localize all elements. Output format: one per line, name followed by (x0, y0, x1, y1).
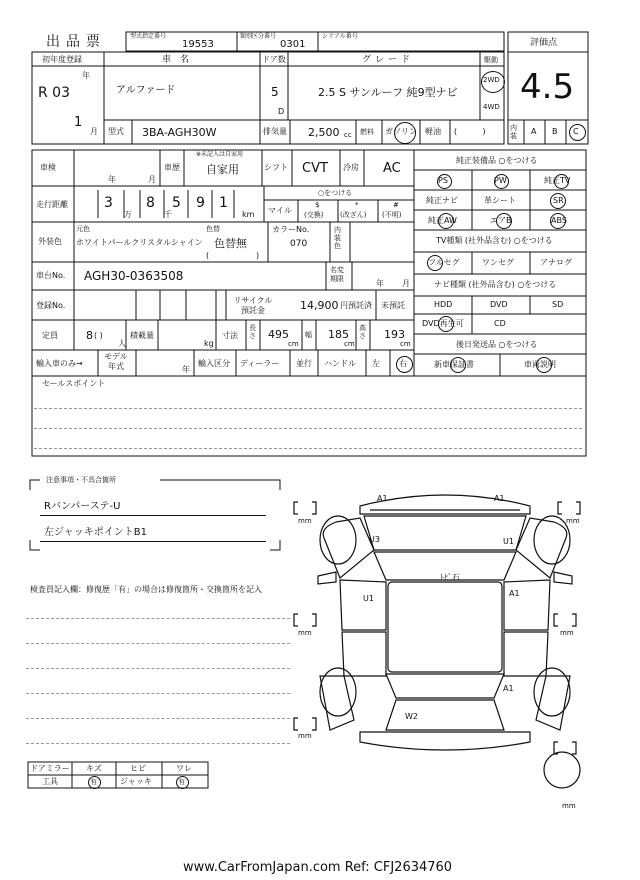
width-label: 幅 (305, 331, 312, 339)
later-warranty-circle (450, 357, 466, 373)
navi-sd: SD (552, 300, 564, 309)
chassis-label: 車台No. (36, 271, 66, 280)
exchange: (交換) (304, 211, 324, 219)
dmg-a1-front-right: A1 (494, 494, 505, 503)
later-manual: 車両説明 (524, 360, 556, 369)
serial-label: シリアル番号 (322, 33, 358, 40)
dmg-a1-right: A1 (509, 589, 520, 598)
mark-note: ○をつける (318, 189, 353, 197)
interior-c: C (573, 127, 579, 136)
legend-r4: 有 (178, 778, 185, 786)
door-label: ドア数 (262, 55, 286, 64)
nc-year: 年 (376, 279, 384, 288)
eq-ps: PS (438, 176, 448, 185)
eq-leather: 革シート (484, 196, 516, 205)
model-year-label: モデル年式 (104, 352, 128, 371)
navi-cd: CD (494, 319, 506, 328)
ac-label: 冷房 (343, 163, 359, 172)
length-cm: cm (288, 340, 299, 348)
dealer: ディーラー (240, 359, 280, 368)
import-label: 輸入車のみ→ (36, 359, 83, 368)
height: 193 (384, 328, 405, 341)
interior-a: A (531, 127, 537, 136)
shift-label: シフト (264, 163, 288, 172)
legend-r2: 有 (90, 778, 97, 786)
tampered: (改ざん) (340, 211, 367, 219)
shift: CVT (302, 161, 328, 176)
mm-rear-left: mm (298, 732, 312, 740)
tv-fullseg-circle (427, 255, 443, 271)
person-unit: 人 (118, 339, 126, 348)
eq-abs: ABS (551, 216, 567, 225)
repaint-label: 色替 (206, 225, 220, 233)
legend-r1: 工具 (42, 777, 58, 786)
notes-underline-1 (40, 515, 266, 516)
length: 495 (268, 328, 289, 341)
repaint-paren-open: ( (206, 251, 210, 260)
capacity: 8 (86, 329, 93, 342)
interior-b: B (552, 127, 558, 136)
eq-aw-circle (438, 213, 454, 229)
score-value: 4.5 (520, 67, 575, 107)
form-title: 出品票 (46, 34, 106, 50)
length-label: 長さ (249, 324, 256, 340)
mm-front-right: mm (566, 517, 580, 525)
legend-h3: ヒビ (130, 764, 146, 773)
orig-color-label: 元色 (76, 225, 90, 233)
hash-mark: # (393, 201, 399, 209)
dmg-a1-front-left: A1 (377, 494, 388, 503)
drive-label: 駆動 (484, 56, 498, 64)
exterior-color: ホワイトパールクリスタルシャイン (76, 238, 203, 247)
insp-line-4 (26, 693, 290, 694)
inspector-label: 検査員記入欄：修復歴「有」の場合は修復箇所・交換箇所を記入 (30, 585, 262, 594)
eq-sr-circle (550, 193, 566, 209)
notes-frame (0, 470, 300, 580)
sales-line-1 (34, 408, 582, 409)
first-reg-label: 初年度登録 (42, 55, 82, 64)
drive-4wd: 4WD (483, 103, 500, 111)
dmg-u3: U3 (369, 535, 380, 544)
insp-line-3 (26, 668, 290, 669)
dim-label: 寸法 (222, 331, 238, 340)
width: 185 (328, 328, 349, 341)
history: 自家用 (206, 163, 239, 176)
classno-value: 0301 (280, 39, 306, 50)
parallel: 並行 (296, 359, 312, 368)
factory-header: 純正装備品 ○をつける (456, 156, 538, 165)
car-name: アルファード (116, 85, 176, 96)
legend-h1: ドアミラー (30, 764, 70, 773)
insp-line-6 (26, 743, 290, 744)
height-cm: cm (400, 340, 411, 348)
grade-label: グレード (362, 55, 415, 65)
navi-hdd: HDD (434, 300, 453, 309)
navi-dvd: DVD (490, 300, 508, 309)
chassis-number: AGH30-0363508 (84, 269, 184, 283)
door-count: 5 (271, 85, 279, 99)
certno-value: 19553 (182, 39, 214, 50)
dollar-mark: $ (315, 201, 320, 209)
displacement-label: 排気量 (263, 127, 287, 136)
later-header: 後日発送品 ○をつける (456, 340, 538, 349)
recycle-amount: 14,900 (300, 299, 339, 312)
tv-analog: アナログ (540, 258, 572, 267)
tv-header: TV種類 (社外品含む) ○をつける (436, 236, 553, 245)
mm-spare: mm (562, 802, 576, 810)
eq-airbag-circle (496, 213, 512, 229)
dmg-a1-rear-right: A1 (503, 684, 514, 693)
sales-line-3 (34, 448, 582, 449)
legend-h2: キズ (86, 764, 102, 773)
model-code: 3BA-AGH30W (142, 126, 217, 139)
ac: AC (383, 161, 401, 176)
eq-pw: PW (494, 176, 507, 185)
eq-airbag: エアB (490, 216, 512, 225)
inspection-month-unit: 月 (148, 175, 156, 184)
first-reg-month: 1 (74, 115, 83, 130)
recycle-unit: 円預託済 (340, 301, 372, 310)
star-mark: * (355, 201, 359, 209)
sen-unit: 千 (164, 210, 172, 219)
later-warranty: 新車保証書 (434, 360, 474, 369)
certno-label: 型式指定番号 (130, 33, 167, 40)
unknown: (不明) (382, 211, 402, 219)
mileage-digit-3: 5 (172, 195, 181, 211)
handle-right: 右 (399, 359, 407, 368)
inspection-label: 車検 (40, 163, 56, 172)
man-unit: 万 (124, 210, 132, 219)
mm-front-left: mm (298, 517, 312, 525)
eq-tv: 純正TV (544, 176, 571, 185)
dmg-u1-left: U1 (363, 594, 374, 603)
navi-dvdplay-circle (438, 316, 454, 332)
import-class-label: 輸入区分 (198, 359, 230, 368)
mile-label: マイル (268, 206, 292, 215)
model-year-unit: 年 (182, 365, 190, 374)
eq-navi: 純正ナビ (426, 196, 458, 205)
eq-pw-circle (494, 174, 509, 189)
capacity-label: 定員 (42, 331, 58, 340)
height-label: 高さ (359, 324, 366, 340)
grade: 2.5 S サンルーフ 純9型ナビ (318, 86, 458, 99)
mm-mid-left: mm (298, 629, 312, 637)
load-label: 積載量 (130, 331, 154, 340)
recycle-label: リサイクル預託金 (233, 296, 273, 315)
mileage-label: 走行距離 (36, 200, 68, 209)
tv-fullseg: フルセグ (428, 258, 460, 267)
dmg-chip: ﾄﾋﾞ石 (440, 573, 460, 582)
fuel-gas: ガソリン (385, 127, 417, 136)
int-color-label: 内装色 (334, 226, 341, 250)
nc-month: 月 (402, 279, 410, 288)
reg-label: 登録No. (36, 301, 66, 310)
fuel-diesel: 軽油 (425, 127, 441, 136)
cc-unit: cc (344, 131, 352, 139)
mileage-digit-4: 9 (196, 195, 205, 211)
insp-line-5 (26, 718, 290, 719)
month-unit: 月 (90, 127, 98, 136)
navi-header: ナビ種類 (社外品含む) ○をつける (434, 280, 557, 289)
handle-label: ハンドル (324, 359, 356, 368)
tv-oneseg: ワンセグ (482, 258, 514, 267)
color-label: 外装色 (38, 237, 62, 246)
km-unit: km (242, 210, 255, 219)
eq-abs-circle (550, 213, 566, 229)
eq-sr: SR (553, 196, 564, 205)
displacement: 2,500 (308, 126, 340, 139)
eq-aw: 純正AW (428, 216, 457, 225)
sales-line-2 (34, 428, 582, 429)
car-diagram (290, 480, 610, 820)
legend-r3: ジャッキ (120, 777, 152, 786)
color-no: 070 (290, 239, 308, 249)
notes-underline-2 (40, 541, 266, 542)
interior-label: 内装 (510, 124, 517, 140)
repaint: 色替無 (214, 237, 247, 250)
handle-left: 左 (372, 359, 380, 368)
navi-dvdplay: DVD再生可 (422, 319, 464, 328)
eq-ps-circle (437, 174, 452, 189)
legend-h4: ワレ (176, 764, 192, 773)
year-unit: 年 (82, 71, 90, 80)
recycle-no: 未預託 (381, 301, 405, 310)
width-cm: cm (344, 340, 355, 348)
notes-line-2: 左ジャッキポイントB1 (44, 527, 148, 538)
mm-mid-right: mm (560, 629, 574, 637)
sales-point-label: セールスポイント (42, 379, 106, 388)
mileage-digit-1: 3 (104, 195, 113, 211)
eq-tv-circle (554, 174, 569, 189)
dmg-u1-front-right: U1 (503, 537, 514, 546)
insp-line-1 (26, 618, 290, 619)
later-manual-circle (536, 357, 552, 373)
door-sub: D (278, 107, 285, 116)
drive-2wd: 2WD (483, 76, 500, 84)
classno-label: 類別区分番号 (240, 33, 277, 40)
legend-r4-circle (176, 776, 189, 789)
diesel-paren: ( ) (454, 127, 486, 136)
repaint-paren-close: ) (256, 251, 260, 260)
notes-label: 注意事項・不具合箇所 (46, 476, 116, 484)
insp-line-2 (26, 643, 290, 644)
notes-line-1: Rバンパーステ-U (44, 501, 121, 512)
capacity-paren: ( ) (94, 331, 103, 340)
name-change-label: 名変期限 (330, 266, 344, 283)
dmg-w2: W2 (405, 712, 418, 721)
footer-ref: www.CarFromJapan.com Ref: CFJ2634760 (183, 860, 453, 875)
fuel-label: 燃料 (360, 128, 374, 136)
history-note: ※未記入は自家用 (196, 151, 244, 158)
legend-r2-circle (88, 776, 101, 789)
car-name-label: 車 名 (162, 55, 190, 65)
history-label: 車歴 (164, 163, 180, 172)
first-reg-era: R 03 (38, 85, 70, 101)
score-label: 評価点 (530, 38, 558, 48)
inspection-year-unit: 年 (108, 175, 116, 184)
mileage-digit-5: 1 (219, 195, 228, 211)
color-no-label: カラーNo. (272, 225, 310, 234)
mileage-digit-2: 8 (146, 195, 155, 211)
model-label: 型式 (108, 127, 124, 136)
load-kg: kg (204, 339, 214, 348)
